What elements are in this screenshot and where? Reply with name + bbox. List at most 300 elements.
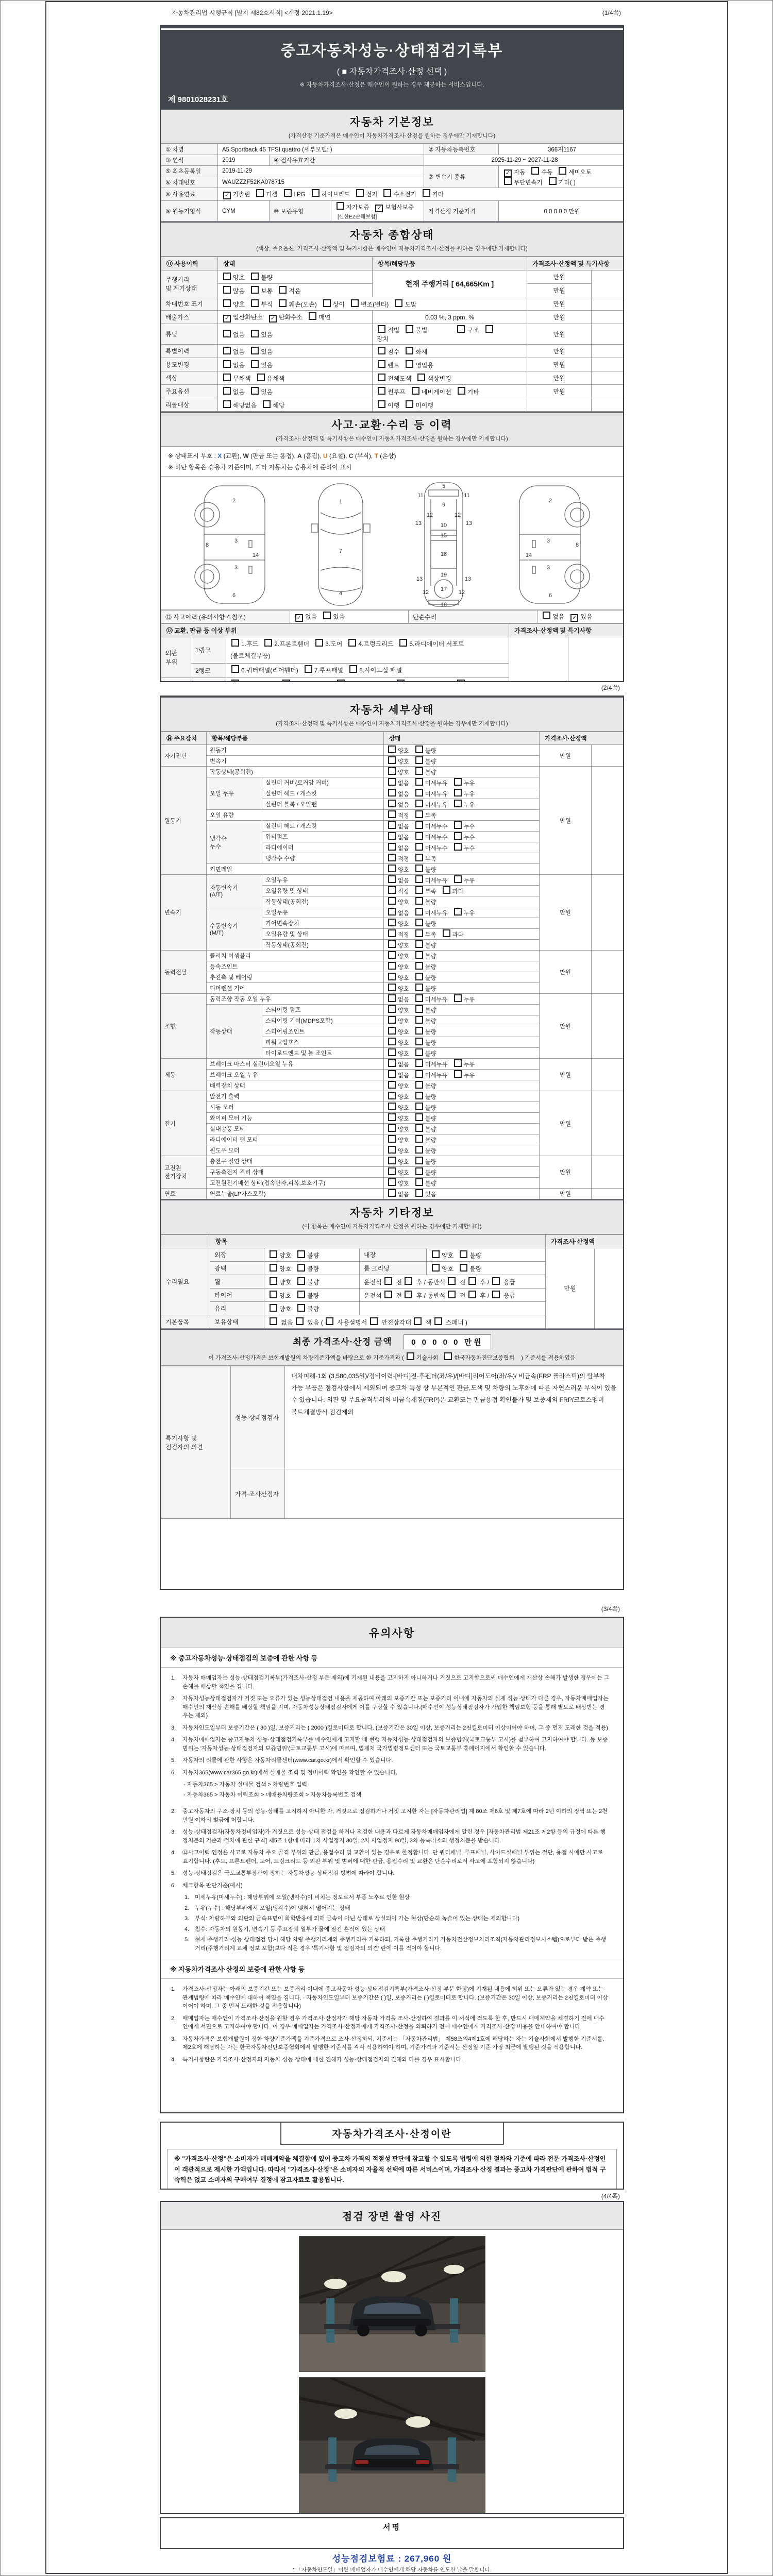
checkbox[interactable] [356, 189, 364, 197]
checkbox-label: 가솔린 [233, 192, 250, 198]
notice-item: 1. 가격조사·산정자는 아래의 보증기간 또는 보증거리 이내에 중고자동차 성능·상태점검기록부(가격조사·산정 부분 한정)에 기재된 내용에 허위 또는 오류가 있는 경우 계약 또는 관계법령에 따라 매수인에 대하여 책임을 집니다. · 자동차인도일부터 보증기간은 ( )일, 보증거리는 ( )킬로미터로 합니다. (보증기간은 30일 이상, 보증거리는 2천킬로미터 이상이어야 하며, 그 중 먼저 도래한 것을 적용합니다) [171, 1986, 608, 2009]
checkbox[interactable] [388, 800, 396, 807]
checkbox[interactable] [388, 854, 396, 861]
checkbox[interactable] [223, 360, 231, 368]
table-cell: CYM [218, 201, 270, 222]
checkbox[interactable] [559, 167, 566, 175]
checkbox[interactable] [282, 680, 290, 682]
checkbox[interactable] [270, 1277, 277, 1285]
checkbox[interactable] [388, 951, 396, 959]
damage-mark-legend [161, 447, 623, 477]
checkbox[interactable] [415, 1081, 423, 1089]
checkbox[interactable] [485, 325, 493, 333]
checkbox[interactable] [270, 1250, 277, 1258]
checkbox[interactable] [415, 778, 423, 786]
checkbox[interactable] [223, 273, 231, 280]
checkbox[interactable] [388, 821, 396, 829]
table-cell [384, 1070, 540, 1080]
page-marker-4: (4/4쪽) [600, 2192, 621, 2200]
checkbox[interactable] [406, 360, 413, 368]
table-cell: 만원 [540, 1091, 592, 1156]
checkbox[interactable] [264, 639, 272, 647]
table-cell [384, 777, 540, 788]
checkbox[interactable] [432, 1250, 440, 1258]
checkbox[interactable] [388, 1092, 396, 1099]
checkbox-label: 수소전기 [393, 192, 416, 198]
checkbox[interactable] [388, 1135, 396, 1143]
svg-text:9: 9 [442, 502, 445, 509]
checkbox[interactable] [415, 1135, 423, 1143]
table-cell: 오일유량 및 상태 [262, 886, 384, 896]
checkbox-label: 있음 [261, 331, 273, 338]
checkbox[interactable] [297, 1277, 305, 1285]
svg-text:10: 10 [440, 522, 447, 529]
svg-text:4: 4 [339, 590, 342, 597]
checkbox[interactable] [531, 167, 539, 175]
checkbox[interactable] [415, 1016, 423, 1024]
checkbox-label: 불량 [425, 1170, 436, 1176]
checkbox[interactable] [388, 875, 396, 883]
checkbox-label: 불량 [425, 964, 436, 971]
checkbox[interactable] [378, 360, 385, 368]
checkbox[interactable] [279, 299, 287, 307]
table-cell [384, 1145, 540, 1156]
checkbox[interactable] [388, 832, 396, 840]
table-cell [384, 1134, 540, 1145]
checkbox[interactable] [388, 745, 396, 753]
checkbox[interactable] [388, 810, 396, 818]
price-survey-option: ( ■ 자동차가격조사·산정 선택 ) [337, 67, 447, 76]
table-cell: 실린더 헤드 / 개스킷 [262, 821, 384, 832]
row-label: 기본품목 [161, 1315, 210, 1329]
checkbox-label: 양호 [398, 1040, 409, 1046]
checkbox[interactable] [454, 1059, 462, 1067]
table-cell [218, 188, 625, 201]
signature-title: 서명 [383, 2523, 401, 2532]
checkbox[interactable] [388, 1157, 396, 1164]
svg-text:13: 13 [416, 576, 423, 583]
svg-text:14: 14 [525, 552, 532, 559]
checkbox[interactable] [415, 940, 423, 948]
checkbox[interactable] [223, 286, 231, 294]
checkbox[interactable] [388, 886, 396, 894]
checkbox[interactable] [251, 299, 259, 307]
checkbox-checked[interactable]: ✓ [295, 614, 303, 622]
table-cell [384, 1059, 540, 1070]
checkbox[interactable] [384, 1291, 392, 1298]
checkbox[interactable] [388, 1048, 396, 1056]
svg-text:18: 18 [440, 602, 447, 608]
table-cell: 디퍼렌셜 기어 [207, 983, 384, 994]
checkbox-label: 양호 [398, 867, 409, 873]
checkbox-label: 침수 [388, 348, 400, 355]
checkbox[interactable] [543, 612, 550, 619]
checkbox[interactable] [405, 1291, 412, 1298]
checkbox[interactable] [388, 1070, 396, 1078]
mark-C: C [348, 452, 354, 460]
checkbox[interactable] [415, 810, 423, 818]
checkbox[interactable] [388, 1005, 396, 1013]
row-label: 동력전달 [161, 951, 207, 994]
checkbox-label: 양호 [398, 748, 409, 754]
notice-item: 4. ⑫사고이력 인정은 사고로 자동차 주요 골격 부위의 판금, 용접수리 및 교환이 있는 경우로 한정합니다. 단 쿼터패널, 루프패널, 사이드실패널 부위는 절단, 용접 시에만 사고로 표기합니다. (후드, 프론트펜더, 도어, 트렁크리드 등 외판 부위 및 범퍼에 대한 판금, 용접수리 및 교환은 단순수리로서 사고에 포함되지 않습니다) [171, 1850, 603, 1865]
checkbox[interactable] [388, 1081, 396, 1089]
checkbox[interactable] [457, 325, 465, 333]
checkbox[interactable] [231, 680, 239, 682]
checkbox[interactable] [297, 1291, 305, 1298]
signature-sheet [160, 2517, 624, 2549]
column-header: 항목 [210, 1235, 546, 1248]
checkbox[interactable] [223, 400, 231, 408]
checkbox[interactable] [492, 1277, 500, 1285]
checkbox[interactable] [454, 821, 462, 829]
checkbox[interactable] [251, 330, 259, 337]
car-top-diagram [292, 479, 390, 608]
checkbox[interactable] [349, 665, 357, 673]
checkbox[interactable] [388, 908, 396, 916]
checkbox[interactable] [415, 951, 423, 959]
warranty-insurer-note: [신한EZ손해보험] [338, 214, 377, 220]
checkbox[interactable] [378, 325, 385, 333]
checkbox[interactable] [297, 1264, 305, 1272]
table-cell: 내차피해-1회 (3,580,035원)/정비이력-[바디]전·후펜더(좌/우)/[바디]리어도어(좌/우)/ 비금속(FRP 플라스틱)의 탈부착 가능 부품은 점검사항에서 제외되며 중고차 특성 상 부분적인 판금,도색 및 차량의 노후화에 따른 자연스러운 부식이 있을 수 있습니다. 외판 및 주요골격부위의 비금속재질(FRP)은 교환또는 판금용접 확인불가 및 보증제외 FRP/크로스멤버 볼트체결방식 점검제외 [285, 1366, 625, 1469]
checkbox[interactable] [415, 908, 423, 916]
checkbox[interactable] [231, 665, 239, 673]
checkbox[interactable] [454, 875, 462, 883]
checkbox[interactable] [406, 400, 413, 408]
checkbox[interactable] [388, 865, 396, 872]
checkbox[interactable] [460, 1250, 467, 1258]
checkbox[interactable] [378, 374, 385, 381]
checkbox[interactable] [337, 680, 345, 682]
checkbox[interactable] [454, 832, 462, 840]
checkbox[interactable] [415, 1178, 423, 1186]
checkbox[interactable] [388, 1113, 396, 1121]
svg-text:13: 13 [415, 520, 422, 527]
checkbox[interactable] [251, 347, 259, 354]
checkbox-checked[interactable]: ✓ [375, 205, 383, 212]
checkbox-label: 누유 [463, 910, 475, 917]
checkbox[interactable] [388, 1059, 396, 1067]
checkbox[interactable] [415, 1157, 423, 1164]
checkbox-label: 없음 [398, 1062, 409, 1068]
checkbox[interactable] [406, 325, 413, 333]
checkbox[interactable] [323, 299, 331, 307]
checkbox[interactable] [415, 1124, 423, 1132]
checkbox[interactable] [315, 639, 323, 647]
checkbox[interactable] [414, 1317, 422, 1325]
checkbox[interactable] [297, 1304, 305, 1312]
checkbox-label: 양호 [279, 1305, 292, 1313]
column-header: 항목/해당부품 [373, 257, 527, 270]
checkbox[interactable] [326, 1317, 333, 1325]
notice-subitem: - 자동차365 > 자동차 실매물 검색 > 차량번호 입력 [183, 1782, 307, 1788]
table-cell: 워터펌프 [262, 832, 384, 842]
checkbox[interactable] [415, 875, 423, 883]
checkbox[interactable] [460, 1264, 467, 1272]
checkbox[interactable] [415, 789, 423, 796]
checkbox[interactable] [270, 1304, 277, 1312]
checkbox[interactable] [388, 919, 396, 926]
checkbox[interactable] [312, 189, 320, 197]
checkbox[interactable] [223, 330, 231, 337]
checkbox[interactable] [415, 994, 423, 1002]
checkbox-label: 없음 [398, 878, 409, 884]
checkbox[interactable] [270, 1264, 277, 1272]
checkbox[interactable] [492, 1291, 500, 1298]
checkbox[interactable] [423, 189, 430, 197]
checkbox[interactable] [415, 1059, 423, 1067]
checkbox[interactable] [378, 347, 385, 354]
checkbox[interactable] [348, 639, 356, 647]
checkbox[interactable] [415, 1167, 423, 1175]
checkbox[interactable] [399, 639, 407, 647]
checkbox[interactable] [415, 800, 423, 807]
checkbox[interactable] [305, 665, 312, 673]
checkbox[interactable] [454, 994, 462, 1002]
checkbox[interactable] [388, 778, 396, 786]
checkbox[interactable] [309, 312, 316, 320]
checkbox-label: 미세누수 [425, 824, 448, 830]
checkbox[interactable] [256, 189, 264, 197]
checkbox[interactable] [448, 1291, 456, 1298]
checkbox[interactable] [388, 973, 396, 980]
checkbox[interactable] [384, 1277, 392, 1285]
svg-text:13: 13 [464, 576, 471, 583]
table-cell: 만원 [540, 1059, 592, 1091]
table-cell: 운전석 전 후 / 동반석 전 후 / 응급 [360, 1275, 546, 1289]
checkbox[interactable] [263, 400, 271, 408]
checkbox[interactable] [395, 299, 402, 307]
table-cell: 실내송풍 모터 [207, 1124, 384, 1134]
row-label: ⑫ 사고이력 (유의사항 4.참조) [161, 611, 290, 623]
checkbox[interactable] [405, 1277, 412, 1285]
checkbox[interactable] [432, 1264, 440, 1272]
row-label: 룸 크리닝 [360, 1262, 427, 1275]
checkbox[interactable] [388, 1038, 396, 1045]
checkbox[interactable] [388, 767, 396, 775]
checkbox-label: 누수 [463, 824, 475, 830]
checkbox-checked[interactable]: ✓ [269, 315, 277, 323]
checkbox[interactable] [468, 1291, 476, 1298]
checkbox-label: 적정 [398, 932, 409, 938]
checkbox-label: 불량 [425, 1008, 436, 1014]
checkbox[interactable] [415, 886, 423, 894]
checkbox[interactable] [415, 1189, 423, 1197]
checkbox-label: 불량 [425, 1127, 436, 1133]
checkbox-label: 보험사보증 [385, 205, 414, 211]
checkbox[interactable] [378, 400, 385, 408]
checkbox-checked[interactable]: ✓ [223, 315, 231, 323]
checkbox[interactable] [270, 1291, 277, 1298]
checkbox-label: 자가보증 [346, 205, 369, 211]
checkbox[interactable] [454, 843, 462, 851]
checkbox-label: 상이 [332, 300, 345, 308]
checkbox[interactable] [383, 189, 391, 197]
checkbox[interactable] [415, 1038, 423, 1045]
checkbox[interactable] [388, 1027, 396, 1035]
checkbox[interactable] [415, 984, 423, 991]
checkbox[interactable] [415, 1113, 423, 1121]
checkbox[interactable] [284, 189, 292, 197]
checkbox[interactable] [397, 680, 405, 682]
checkbox[interactable] [415, 832, 423, 840]
mark-T: T [374, 452, 378, 460]
checkbox[interactable] [415, 919, 423, 926]
checkbox-label: 없음 [552, 613, 565, 621]
checkbox[interactable] [388, 897, 396, 905]
checkbox[interactable] [323, 612, 331, 619]
checkbox-label: 없음 [398, 835, 409, 841]
checkbox[interactable] [297, 1250, 305, 1258]
table-cell [384, 767, 540, 777]
checkbox[interactable] [415, 962, 423, 970]
checkbox[interactable] [415, 854, 423, 861]
svg-text:11: 11 [463, 493, 470, 499]
checkbox[interactable] [415, 929, 423, 937]
row-label: ② 자동차등록번호 [424, 144, 499, 155]
checkbox[interactable] [454, 908, 462, 916]
checkbox-checked[interactable]: ✓ [504, 170, 512, 177]
svg-text:3: 3 [546, 538, 550, 545]
checkbox[interactable] [388, 940, 396, 948]
table-cell: 윈도우 모터 [207, 1145, 384, 1156]
checkbox[interactable] [388, 984, 396, 991]
checkbox[interactable] [458, 387, 465, 395]
checkbox[interactable] [415, 973, 423, 980]
checkbox[interactable] [251, 273, 259, 280]
section-note: (가격산정 기준가격은 매수인이 자동차가격조사·산정을 원하는 경우에만 기재합니다) [288, 133, 496, 139]
checkbox[interactable] [223, 299, 231, 307]
checkbox[interactable] [454, 800, 462, 807]
checkbox[interactable] [370, 1317, 378, 1325]
checkbox[interactable] [549, 177, 557, 185]
checkbox[interactable] [415, 821, 423, 829]
checkbox[interactable] [251, 387, 259, 395]
checkbox-label: 양호 [398, 975, 409, 981]
checkbox[interactable] [415, 865, 423, 872]
checkbox[interactable] [454, 789, 462, 796]
checkbox-label: 양호 [279, 1251, 292, 1259]
checkbox[interactable] [415, 897, 423, 905]
checkbox-label: 영업용 [415, 361, 433, 369]
checkbox[interactable] [415, 1092, 423, 1099]
checkbox[interactable] [415, 745, 423, 753]
checkbox[interactable] [388, 929, 396, 937]
table-cell: 실린더 헤드 / 개스킷 [262, 788, 384, 799]
checkbox-label: 미세누유 [425, 1073, 448, 1079]
row-label: 배출가스 [161, 311, 218, 324]
checkbox[interactable] [388, 843, 396, 851]
checkbox-label: 미세누유 [425, 878, 448, 884]
checkbox-label: 불량 [425, 1159, 436, 1165]
checkbox[interactable] [415, 1070, 423, 1078]
checkbox[interactable] [415, 767, 423, 775]
checkbox[interactable] [351, 299, 359, 307]
checkbox[interactable] [454, 778, 462, 786]
checkbox[interactable] [251, 360, 259, 368]
checkbox[interactable] [448, 1277, 456, 1285]
checkbox[interactable] [388, 1124, 396, 1132]
section-title: 자동차 세부상태 [349, 704, 434, 716]
checkbox[interactable] [412, 387, 419, 395]
checkbox[interactable] [223, 347, 231, 354]
checkbox[interactable] [434, 1317, 442, 1325]
checkbox[interactable] [415, 843, 423, 851]
checkbox[interactable] [388, 789, 396, 796]
svg-text:12: 12 [422, 589, 429, 596]
table-cell [427, 1262, 546, 1275]
checkbox[interactable] [231, 639, 239, 647]
car-side-left-diagram [189, 479, 287, 608]
checkbox[interactable] [388, 1178, 396, 1186]
checkbox[interactable] [415, 1005, 423, 1013]
svg-text:3: 3 [234, 538, 238, 545]
checkbox[interactable] [444, 1352, 452, 1360]
checkbox-checked[interactable]: ✓ [223, 192, 231, 199]
checkbox[interactable] [388, 994, 396, 1002]
checkbox[interactable] [388, 1146, 396, 1154]
checkbox[interactable] [378, 387, 385, 395]
row-label: 내장 [360, 1248, 427, 1262]
notice-section-a-body [161, 1668, 623, 1959]
checkbox[interactable] [296, 1317, 304, 1325]
checkbox[interactable] [337, 202, 344, 210]
checkbox[interactable] [257, 374, 265, 381]
checkbox-checked[interactable]: ✓ [570, 614, 578, 622]
table-cell [592, 345, 625, 358]
checkbox[interactable] [388, 962, 396, 970]
checkbox[interactable] [251, 286, 259, 294]
checkbox[interactable] [223, 374, 231, 381]
svg-text:2: 2 [232, 498, 236, 504]
table-cell [592, 1156, 624, 1189]
checkbox[interactable] [388, 1103, 396, 1110]
checkbox[interactable] [415, 1027, 423, 1035]
checkbox[interactable] [407, 1352, 414, 1360]
checkbox[interactable] [454, 1070, 462, 1078]
checkbox[interactable] [388, 1016, 396, 1024]
checkbox[interactable] [223, 387, 231, 395]
checkbox[interactable] [415, 1103, 423, 1110]
table-cell [509, 637, 568, 682]
checkbox[interactable] [457, 680, 465, 682]
checkbox[interactable] [388, 756, 396, 764]
checkbox-label: 미세누유 [425, 910, 448, 917]
checkbox[interactable] [279, 286, 287, 294]
checkbox[interactable] [388, 1189, 396, 1197]
checkbox[interactable] [415, 756, 423, 764]
checkbox[interactable] [270, 1317, 277, 1325]
checkbox[interactable] [406, 347, 413, 354]
svg-text:8: 8 [575, 542, 579, 549]
checkbox[interactable] [388, 1167, 396, 1175]
checkbox[interactable] [443, 886, 450, 894]
checkbox-label: 5.라디에이터 서포트(볼트체결부품) [230, 640, 464, 659]
checkbox[interactable] [415, 1146, 423, 1154]
checkbox[interactable] [415, 1048, 423, 1056]
table-cell [384, 799, 540, 810]
checkbox[interactable] [417, 374, 425, 381]
column-header: ⑪ 사용이력 [161, 257, 218, 270]
notice-section-b-body [161, 1979, 623, 2072]
table-cell: 구동축전지 격리 상태 [207, 1167, 384, 1178]
checkbox[interactable] [443, 929, 450, 937]
table-cell [373, 324, 527, 345]
table-cell [384, 951, 540, 961]
checkbox[interactable] [468, 1277, 476, 1285]
checkbox[interactable] [504, 177, 512, 185]
